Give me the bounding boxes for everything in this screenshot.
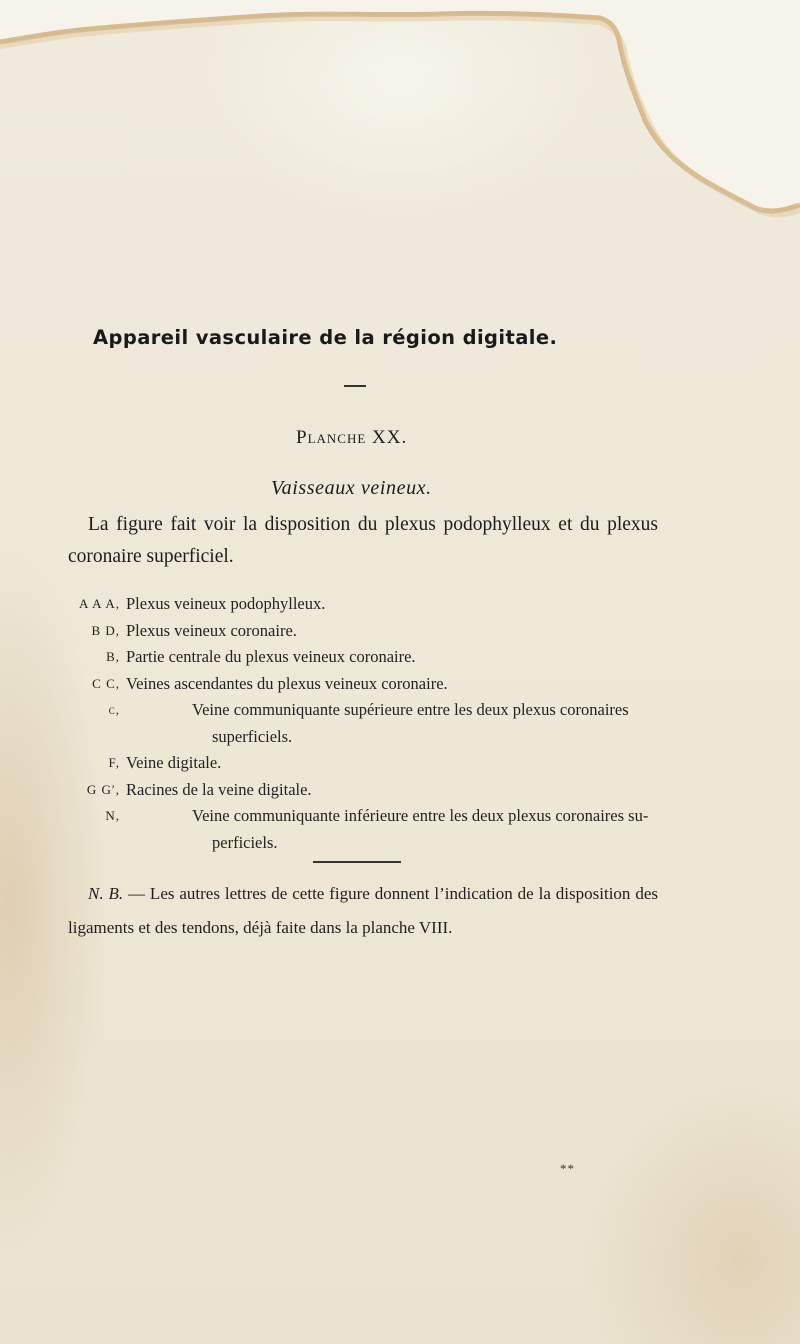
- figure-legend: [60, 591, 660, 856]
- legend-text-line: Veine communiquante inférieure entre les deux plexus coronaires su-: [192, 806, 649, 825]
- legend-text: Partie centrale du plexus veineux coronaire.: [126, 647, 416, 666]
- legend-key: N,: [105, 808, 120, 823]
- section-rule: [313, 861, 401, 863]
- legend-row: [60, 591, 660, 618]
- legend-text: Plexus veineux coronaire.: [126, 620, 297, 640]
- legend-row: [60, 777, 660, 804]
- legend-text: Veine digitale.: [126, 753, 222, 772]
- legend-key: c,: [108, 702, 120, 717]
- title-divider: [344, 385, 366, 387]
- legend-text: [192, 803, 712, 856]
- legend-key: B,: [106, 649, 120, 664]
- nota-bene-text: — Les autres lettres de cette figure donnent l’indication de la disposition des ligaments et des tendons, déjà faite dans la planche VIII.: [68, 884, 658, 937]
- legend-text-continuation: perficiels.: [212, 832, 278, 852]
- legend-row: [60, 697, 660, 750]
- nota-bene-paragraph: [68, 877, 658, 945]
- page-title: Appareil vasculaire de la région digitale.: [93, 326, 558, 349]
- legend-row: [60, 803, 660, 856]
- legend-key: G G′,: [86, 781, 120, 797]
- legend-text: [192, 697, 712, 750]
- plate-subtitle: Vaisseaux veineux.: [271, 477, 432, 499]
- nota-bene-label: N. B.: [88, 884, 124, 903]
- legend-text-line: Veine communiquante supérieure entre les deux plexus coronaires: [192, 700, 629, 719]
- legend-key: C C,: [92, 675, 120, 691]
- torn-paper-edge: [0, 0, 800, 230]
- legend-row: [60, 750, 660, 777]
- intro-paragraph: La figure fait voir la disposition du plexus podophylleux et du plexus coronaire superficiel.: [68, 514, 658, 567]
- signature-mark: **: [560, 1161, 575, 1176]
- legend-key: B D,: [91, 622, 120, 638]
- legend-text-continuation: superficiels.: [212, 726, 293, 746]
- plate-heading: Planche XX.: [296, 427, 408, 448]
- legend-key: F,: [108, 755, 120, 770]
- legend-text: Veines ascendantes du plexus veineux coronaire.: [126, 673, 448, 693]
- legend-text: Racines de la veine digitale.: [126, 779, 312, 799]
- legend-key: A A A,: [78, 596, 120, 611]
- legend-row: [60, 618, 660, 645]
- legend-row: [60, 671, 660, 698]
- legend-text: Plexus veineux podophylleux.: [126, 594, 326, 613]
- legend-row: [60, 644, 660, 671]
